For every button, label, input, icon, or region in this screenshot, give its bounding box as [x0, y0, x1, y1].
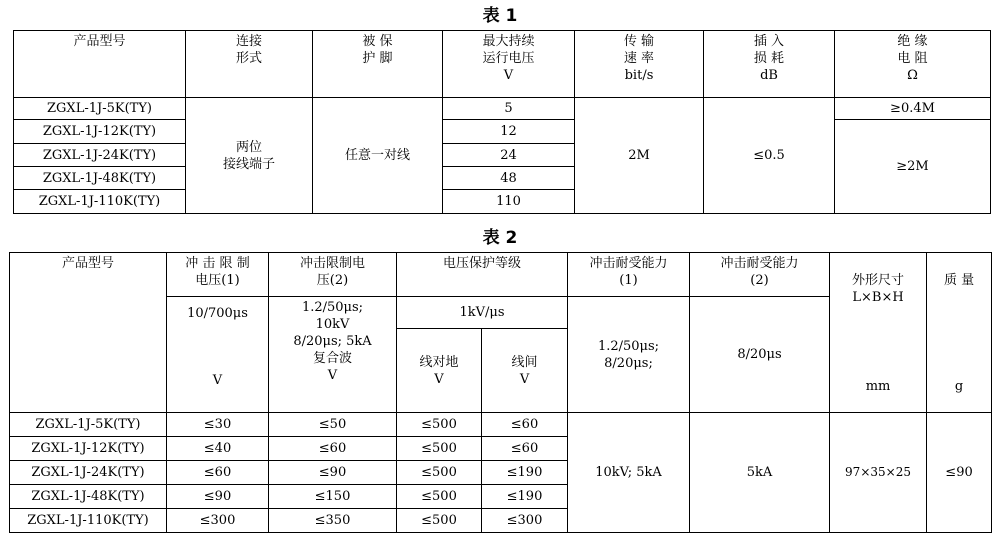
impulse-withstand-1-value: 10kV; 5kA	[568, 413, 690, 533]
header-protection-level: 电压保护等级	[397, 253, 568, 297]
protected-pins-value: 任意一对线	[313, 98, 443, 214]
protection-rate: 1kV/μs	[397, 297, 568, 329]
model-cell: ZGXL-1J-110K(TY)	[10, 509, 167, 533]
model-cell: ZGXL-1J-12K(TY)	[10, 437, 167, 461]
limit2-cell: ≤150	[269, 485, 397, 509]
voltage-cell: 5	[443, 98, 575, 120]
ground-cell: ≤500	[397, 461, 482, 485]
limit1-cell: ≤40	[167, 437, 269, 461]
ground-cell: ≤500	[397, 413, 482, 437]
table1-header-row	[14, 31, 991, 98]
limit1-condition-text: 10/700μs	[187, 306, 248, 321]
loss-value: ≤0.5	[704, 98, 835, 214]
line-cell: ≤300	[482, 509, 568, 533]
impulse-limit-1-condition	[167, 297, 269, 413]
model-cell: ZGXL-1J-5K(TY)	[10, 413, 167, 437]
header-dimensions-label: 外形尺寸 L×B×H	[852, 273, 905, 305]
model-cell: ZGXL-1J-24K(TY)	[14, 144, 186, 167]
table-row	[10, 413, 992, 437]
insulation-value: ≥0.4M	[835, 98, 991, 120]
line-cell: ≤190	[482, 485, 568, 509]
header-mass-label: 质 量	[943, 273, 975, 288]
limit1-cell: ≤90	[167, 485, 269, 509]
impulse-limit-2-condition: 1.2/50μs; 10kV 8/20μs; 5kA 复合波 V	[269, 297, 397, 413]
header-mass	[927, 253, 992, 413]
header-impulse-limit-1: 冲 击 限 制 电压(1)	[167, 253, 269, 297]
ground-cell: ≤500	[397, 485, 482, 509]
impulse-withstand-2-value: 5kA	[690, 413, 830, 533]
limit1-cell: ≤300	[167, 509, 269, 533]
table2-title: 表 2	[482, 228, 518, 248]
header-insulation: 绝 缘 电 阻 Ω	[835, 31, 991, 98]
voltage-cell: 24	[443, 144, 575, 167]
model-cell: ZGXL-1J-12K(TY)	[14, 120, 186, 144]
voltage-cell: 12	[443, 120, 575, 144]
table-row	[14, 120, 991, 144]
limit1-cell: ≤60	[167, 461, 269, 485]
spec-table-1	[13, 30, 991, 214]
spec-table-2	[9, 252, 992, 533]
line-cell: ≤190	[482, 461, 568, 485]
impulse-withstand-1-condition: 1.2/50μs; 8/20μs;	[568, 297, 690, 413]
model-cell: ZGXL-1J-24K(TY)	[10, 461, 167, 485]
limit2-cell: ≤60	[269, 437, 397, 461]
protection-line-to-line: 线间 V	[482, 329, 568, 413]
header-model: 产品型号	[10, 253, 167, 413]
connection-value: 两位 接线端子	[186, 98, 313, 214]
limit2-cell: ≤90	[269, 461, 397, 485]
mass-unit: g	[954, 379, 964, 394]
dimensions-unit: mm	[865, 379, 891, 394]
ground-cell: ≤500	[397, 437, 482, 461]
insulation-value: ≥2M	[835, 120, 991, 214]
header-model: 产品型号	[14, 31, 186, 98]
dimensions-value: 97×35×25	[830, 413, 927, 533]
limit1-cell: ≤30	[167, 413, 269, 437]
header-impulse-limit-2: 冲击限制电 压(2)	[269, 253, 397, 297]
table1-title: 表 1	[482, 6, 518, 26]
limit2-cell: ≤350	[269, 509, 397, 533]
header-protected-pins: 被 保 护 脚	[313, 31, 443, 98]
mass-value: ≤90	[927, 413, 992, 533]
line-cell: ≤60	[482, 437, 568, 461]
table2-header-row	[10, 253, 992, 297]
header-max-voltage: 最大持续 运行电压 V	[443, 31, 575, 98]
rate-value: 2M	[575, 98, 704, 214]
model-cell: ZGXL-1J-48K(TY)	[10, 485, 167, 509]
header-insertion-loss: 插 入 损 耗 dB	[704, 31, 835, 98]
header-impulse-withstand-1: 冲击耐受能力 (1)	[568, 253, 690, 297]
model-cell: ZGXL-1J-110K(TY)	[14, 190, 186, 214]
ground-cell: ≤500	[397, 509, 482, 533]
impulse-withstand-2-condition: 8/20μs	[690, 297, 830, 413]
header-dimensions	[830, 253, 927, 413]
header-transfer-rate: 传 输 速 率 bit/s	[575, 31, 704, 98]
table-row	[14, 98, 991, 120]
voltage-cell: 110	[443, 190, 575, 214]
model-cell: ZGXL-1J-48K(TY)	[14, 167, 186, 190]
protection-line-to-ground: 线对地 V	[397, 329, 482, 413]
line-cell: ≤60	[482, 413, 568, 437]
limit1-unit: V	[212, 373, 223, 388]
model-cell: ZGXL-1J-5K(TY)	[14, 98, 186, 120]
header-connection: 连接 形式	[186, 31, 313, 98]
voltage-cell: 48	[443, 167, 575, 190]
header-impulse-withstand-2: 冲击耐受能力 (2)	[690, 253, 830, 297]
limit2-cell: ≤50	[269, 413, 397, 437]
